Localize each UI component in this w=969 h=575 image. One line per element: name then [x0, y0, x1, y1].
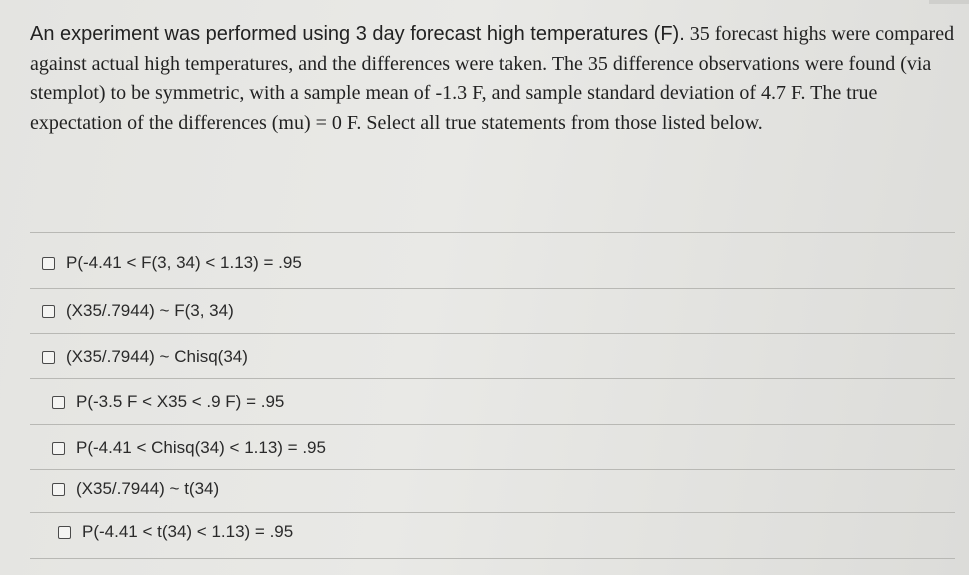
option-6[interactable] — [52, 479, 219, 499]
checkbox[interactable] — [42, 257, 55, 270]
question-text — [30, 20, 955, 138]
divider — [30, 469, 955, 470]
divider — [30, 333, 955, 334]
question-body: 35 forecast highs were compared against actual high temperatures, and the differences were taken. The 35 difference observations were found (via stemplot) to be symmetric, with a sample mean of -1.3 F, and sample standard deviation of 4.7 F. The true expectation of the differences (mu) = 0 F. Select all true statements from those listed below. — [30, 23, 955, 134]
option-label: (X35/.7944) ~ Chisq(34) — [66, 347, 248, 366]
divider — [30, 378, 955, 379]
option-label: P(-4.41 < F(3, 34) < 1.13) = .95 — [66, 253, 302, 272]
option-label: P(-4.41 < Chisq(34) < 1.13) = .95 — [76, 438, 326, 457]
question-lead: An experiment was performed using 3 day forecast high temperatures (F). — [30, 23, 685, 45]
divider — [30, 558, 955, 559]
checkbox[interactable] — [52, 442, 65, 455]
divider — [30, 232, 955, 233]
option-2[interactable] — [42, 301, 234, 321]
checkbox[interactable] — [52, 483, 65, 496]
option-7[interactable] — [58, 522, 293, 542]
option-label: P(-3.5 F < X35 < .9 F) = .95 — [76, 392, 285, 411]
page-corner — [929, 0, 969, 4]
option-4[interactable] — [52, 392, 284, 412]
option-5[interactable] — [52, 438, 326, 458]
divider — [30, 512, 955, 513]
checkbox[interactable] — [42, 351, 55, 364]
divider — [30, 288, 955, 289]
option-1[interactable] — [42, 253, 302, 273]
checkbox[interactable] — [42, 305, 55, 318]
option-label: (X35/.7944) ~ F(3, 34) — [66, 301, 234, 320]
checkbox[interactable] — [52, 396, 65, 409]
option-label: P(-4.41 < t(34) < 1.13) = .95 — [82, 522, 294, 541]
option-label: (X35/.7944) ~ t(34) — [76, 479, 220, 498]
checkbox[interactable] — [58, 526, 71, 539]
divider — [30, 424, 955, 425]
option-3[interactable] — [42, 347, 248, 367]
